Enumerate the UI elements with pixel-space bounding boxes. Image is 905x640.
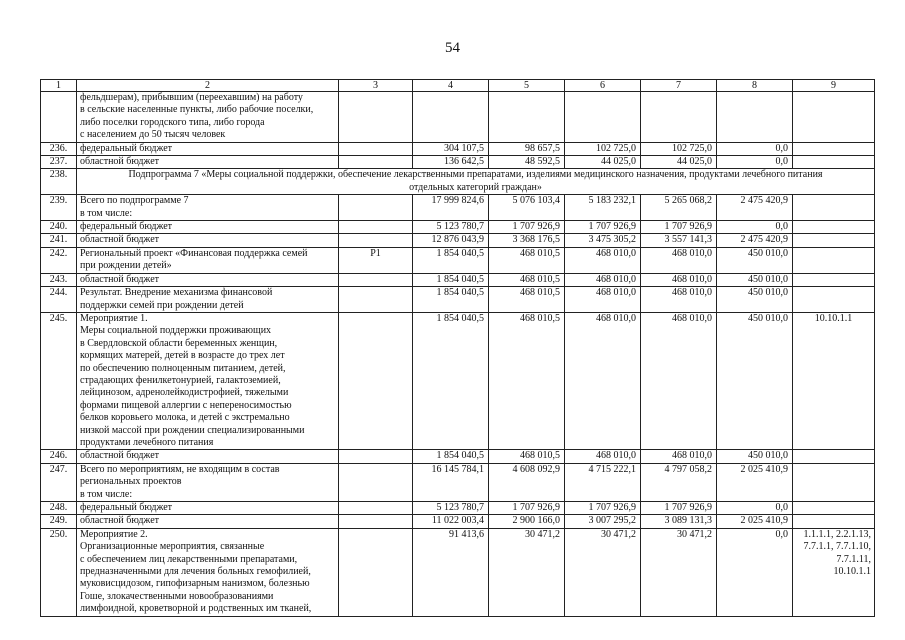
row-number: 245. xyxy=(41,312,77,449)
row-code xyxy=(339,195,413,221)
target-link-cell xyxy=(793,273,875,286)
table-row xyxy=(41,234,875,247)
row-description: областной бюджет xyxy=(77,273,339,286)
row-number xyxy=(41,92,77,143)
amount-cell: 2 475 420,9 xyxy=(717,234,793,247)
amount-cell: 450 010,0 xyxy=(717,287,793,313)
header-row xyxy=(41,80,875,92)
target-link-cell xyxy=(793,195,875,221)
amount-cell: 5 123 780,7 xyxy=(413,502,489,515)
amount-cell: 1 854 040,5 xyxy=(413,247,489,273)
target-link-cell: 1.1.1.1, 2.2.1.13, 7.7.1.1, 7.7.1.10, 7.7.1.11, 10.10.1.1 xyxy=(793,528,875,616)
amount-cell: 468 010,0 xyxy=(565,450,641,463)
amount-cell: 30 471,2 xyxy=(565,528,641,616)
row-number: 237. xyxy=(41,156,77,169)
target-link-cell xyxy=(793,247,875,273)
row-description: Мероприятие 1. Меры социальной поддержки проживающих в Свердловской области беременных женщин, кормящих матерей, детей в возрасте до трех лет по обеспечению полноценным питанием, детей, страдающих фенилкетонурией, галактоземией, лейцинозом, адренолейкодистрофией, тяжелыми формами пищевой аллергии с непереносимостью белков коровьего молока, и детей с экстремально низкой массой при рождении специализированными продуктами лечебного питания xyxy=(77,312,339,449)
target-link-cell xyxy=(793,142,875,155)
subprogram-title: Подпрограмма 7 «Меры социальной поддержки, обеспечение лекарственными препаратами, изделиями медицинского назначения, продуктами лечебного питания отдельных категорий граждан» xyxy=(77,169,875,195)
amount-cell: 1 707 926,9 xyxy=(489,221,565,234)
target-link-cell xyxy=(793,515,875,528)
row-code xyxy=(339,450,413,463)
amount-cell xyxy=(565,92,641,143)
header-cell: 7 xyxy=(641,80,717,92)
table-row xyxy=(41,312,875,449)
row-code xyxy=(339,515,413,528)
row-number: 242. xyxy=(41,247,77,273)
amount-cell: 30 471,2 xyxy=(489,528,565,616)
amount-cell xyxy=(489,92,565,143)
row-description: федеральный бюджет xyxy=(77,142,339,155)
amount-cell: 3 007 295,2 xyxy=(565,515,641,528)
row-code xyxy=(339,502,413,515)
header-cell: 2 xyxy=(77,80,339,92)
amount-cell: 468 010,5 xyxy=(489,450,565,463)
row-description: областной бюджет xyxy=(77,234,339,247)
header-cell: 4 xyxy=(413,80,489,92)
amount-cell: 1 854 040,5 xyxy=(413,312,489,449)
amount-cell: 4 715 222,1 xyxy=(565,463,641,501)
amount-cell: 30 471,2 xyxy=(641,528,717,616)
header-cell: 3 xyxy=(339,80,413,92)
amount-cell: 468 010,0 xyxy=(641,247,717,273)
budget-table xyxy=(40,79,875,617)
row-code xyxy=(339,92,413,143)
amount-cell: 3 368 176,5 xyxy=(489,234,565,247)
header-cell: 9 xyxy=(793,80,875,92)
amount-cell: 0,0 xyxy=(717,156,793,169)
table-row xyxy=(41,273,875,286)
amount-cell: 5 076 103,4 xyxy=(489,195,565,221)
row-number: 236. xyxy=(41,142,77,155)
amount-cell: 450 010,0 xyxy=(717,312,793,449)
table-row xyxy=(41,169,875,195)
table-row xyxy=(41,287,875,313)
amount-cell: 5 265 068,2 xyxy=(641,195,717,221)
amount-cell: 12 876 043,9 xyxy=(413,234,489,247)
amount-cell: 98 657,5 xyxy=(489,142,565,155)
amount-cell xyxy=(641,92,717,143)
row-description: Всего по мероприятиям, не входящим в состав региональных проектов в том числе: xyxy=(77,463,339,501)
row-code xyxy=(339,234,413,247)
table-row xyxy=(41,502,875,515)
amount-cell: 44 025,0 xyxy=(565,156,641,169)
row-code xyxy=(339,463,413,501)
header-cell: 6 xyxy=(565,80,641,92)
amount-cell: 4 608 092,9 xyxy=(489,463,565,501)
table-row xyxy=(41,463,875,501)
row-number: 250. xyxy=(41,528,77,616)
amount-cell: 0,0 xyxy=(717,502,793,515)
amount-cell: 304 107,5 xyxy=(413,142,489,155)
amount-cell: 3 089 131,3 xyxy=(641,515,717,528)
amount-cell: 450 010,0 xyxy=(717,450,793,463)
amount-cell: 102 725,0 xyxy=(565,142,641,155)
amount-cell: 468 010,0 xyxy=(565,273,641,286)
target-link-cell xyxy=(793,287,875,313)
row-description: Региональный проект «Финансовая поддержка семей при рождении детей» xyxy=(77,247,339,273)
amount-cell: 136 642,5 xyxy=(413,156,489,169)
table-row xyxy=(41,528,875,616)
table-row xyxy=(41,156,875,169)
amount-cell: 3 557 141,3 xyxy=(641,234,717,247)
amount-cell: 0,0 xyxy=(717,528,793,616)
row-code xyxy=(339,273,413,286)
amount-cell: 44 025,0 xyxy=(641,156,717,169)
row-number: 249. xyxy=(41,515,77,528)
table-row xyxy=(41,221,875,234)
row-code xyxy=(339,287,413,313)
table-row xyxy=(41,142,875,155)
target-link-cell xyxy=(793,450,875,463)
amount-cell: 17 999 824,6 xyxy=(413,195,489,221)
target-link-cell xyxy=(793,234,875,247)
header-cell: 5 xyxy=(489,80,565,92)
amount-cell: 1 707 926,9 xyxy=(489,502,565,515)
amount-cell: 1 854 040,5 xyxy=(413,287,489,313)
row-description: Результат. Внедрение механизма финансовой поддержки семей при рождении детей xyxy=(77,287,339,313)
row-number: 241. xyxy=(41,234,77,247)
table-row xyxy=(41,247,875,273)
amount-cell: 5 123 780,7 xyxy=(413,221,489,234)
target-link-cell: 10.10.1.1 xyxy=(793,312,875,449)
row-description: Мероприятие 2. Организационные мероприятия, связанные с обеспечением лиц лекарственными препаратами, предназначенными для лечения больных гемофилией, муковисцидозом, гипофизарным нанизмом, болезнью Гоше, злокачественными новообразованиями лимфоидной, кроветворной и родственных им тканей, xyxy=(77,528,339,616)
amount-cell: 468 010,0 xyxy=(565,247,641,273)
row-number: 243. xyxy=(41,273,77,286)
table-row xyxy=(41,195,875,221)
amount-cell: 450 010,0 xyxy=(717,247,793,273)
amount-cell: 11 022 003,4 xyxy=(413,515,489,528)
row-description: Всего по подпрограмме 7 в том числе: xyxy=(77,195,339,221)
row-description: областной бюджет xyxy=(77,450,339,463)
row-description: федеральный бюджет xyxy=(77,221,339,234)
row-code: P1 xyxy=(339,247,413,273)
amount-cell: 468 010,0 xyxy=(641,312,717,449)
row-code xyxy=(339,156,413,169)
amount-cell: 91 413,6 xyxy=(413,528,489,616)
amount-cell: 468 010,0 xyxy=(641,273,717,286)
table-row xyxy=(41,450,875,463)
target-link-cell xyxy=(793,92,875,143)
target-link-cell xyxy=(793,463,875,501)
row-number: 239. xyxy=(41,195,77,221)
amount-cell: 468 010,0 xyxy=(641,450,717,463)
row-description: фельдшерам), прибывшим (переехавшим) на работу в сельские населенные пункты, либо рабочие поселки, либо поселки городского типа, либо города с населением до 50 тысяч человек xyxy=(77,92,339,143)
amount-cell: 1 707 926,9 xyxy=(565,221,641,234)
amount-cell: 468 010,5 xyxy=(489,287,565,313)
amount-cell: 102 725,0 xyxy=(641,142,717,155)
amount-cell: 468 010,0 xyxy=(565,287,641,313)
row-code xyxy=(339,528,413,616)
amount-cell: 2 475 420,9 xyxy=(717,195,793,221)
page-number: 54 xyxy=(445,40,460,56)
table-row xyxy=(41,92,875,143)
amount-cell: 5 183 232,1 xyxy=(565,195,641,221)
amount-cell xyxy=(717,92,793,143)
row-number: 248. xyxy=(41,502,77,515)
row-code xyxy=(339,142,413,155)
amount-cell: 2 025 410,9 xyxy=(717,463,793,501)
row-code xyxy=(339,221,413,234)
amount-cell: 468 010,0 xyxy=(641,287,717,313)
row-description: областной бюджет xyxy=(77,156,339,169)
amount-cell xyxy=(413,92,489,143)
amount-cell: 16 145 784,1 xyxy=(413,463,489,501)
header-cell: 8 xyxy=(717,80,793,92)
target-link-cell xyxy=(793,502,875,515)
amount-cell: 468 010,5 xyxy=(489,273,565,286)
row-number: 240. xyxy=(41,221,77,234)
amount-cell: 0,0 xyxy=(717,142,793,155)
row-description: федеральный бюджет xyxy=(77,502,339,515)
target-link-cell xyxy=(793,156,875,169)
amount-cell: 1 707 926,9 xyxy=(641,502,717,515)
row-number: 246. xyxy=(41,450,77,463)
row-number: 244. xyxy=(41,287,77,313)
amount-cell: 1 707 926,9 xyxy=(641,221,717,234)
target-link-cell xyxy=(793,221,875,234)
row-number: 238. xyxy=(41,169,77,195)
amount-cell: 0,0 xyxy=(717,221,793,234)
amount-cell: 1 854 040,5 xyxy=(413,450,489,463)
amount-cell: 1 707 926,9 xyxy=(565,502,641,515)
amount-cell: 450 010,0 xyxy=(717,273,793,286)
amount-cell: 4 797 058,2 xyxy=(641,463,717,501)
row-number: 247. xyxy=(41,463,77,501)
row-description: областной бюджет xyxy=(77,515,339,528)
amount-cell: 468 010,5 xyxy=(489,312,565,449)
amount-cell: 2 900 166,0 xyxy=(489,515,565,528)
header-cell: 1 xyxy=(41,80,77,92)
amount-cell: 468 010,5 xyxy=(489,247,565,273)
amount-cell: 1 854 040,5 xyxy=(413,273,489,286)
amount-cell: 3 475 305,2 xyxy=(565,234,641,247)
amount-cell: 468 010,0 xyxy=(565,312,641,449)
amount-cell: 48 592,5 xyxy=(489,156,565,169)
row-code xyxy=(339,312,413,449)
table-row xyxy=(41,515,875,528)
amount-cell: 2 025 410,9 xyxy=(717,515,793,528)
